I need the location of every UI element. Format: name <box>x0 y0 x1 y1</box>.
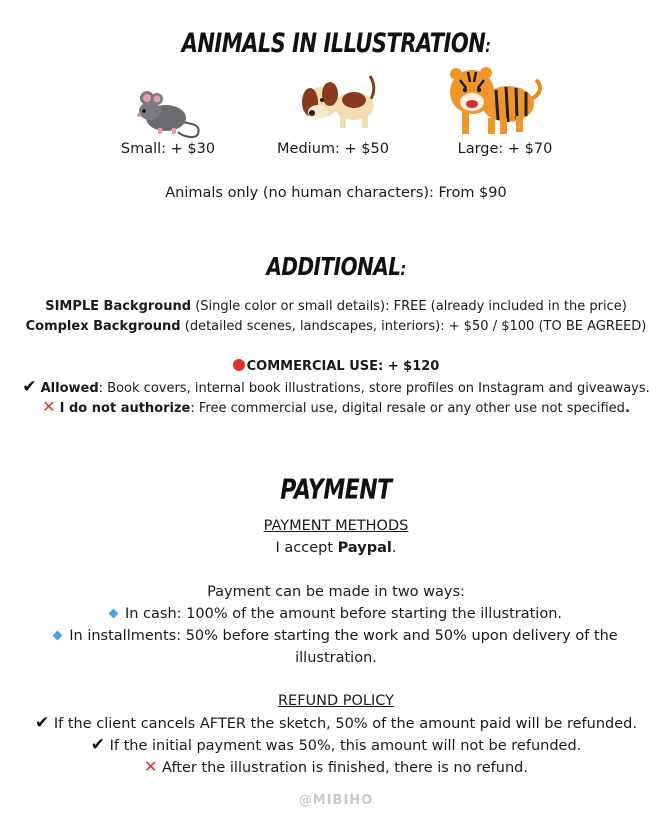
dog-illustration <box>300 70 380 132</box>
cash-line: In cash: 100% of the amount before starting the illustration. <box>0 604 672 624</box>
watermark: @MIBIHO <box>298 793 374 808</box>
medium-price: Medium: + $50 <box>277 141 389 157</box>
blue-diamond-icon <box>109 608 119 618</box>
commercial-use-line: COMMERCIAL USE: + $120 <box>0 357 672 377</box>
mouse-illustration <box>132 84 204 142</box>
payment-methods-heading: PAYMENT METHODS <box>263 518 409 534</box>
red-circle-icon <box>233 359 245 371</box>
refund-line-1: ✔ If the client cancels AFTER the sketch, 50% of the amount paid will be refunded. <box>35 713 637 733</box>
check-icon: ✔ <box>90 735 105 755</box>
installments-line-2: illustration. <box>295 650 377 666</box>
animals-title: ANIMALS IN ILLUSTRATION: <box>181 28 491 58</box>
refund-policy-heading: REFUND POLICY <box>277 693 395 709</box>
refund-line-3: ✕ After the illustration is finished, there is no refund. <box>144 757 528 776</box>
not-authorized-line: ✕ I do not authorize: Free commercial use, digital resale or any other use not specified. <box>42 397 630 416</box>
small-price: Small: + $30 <box>120 141 216 157</box>
blue-diamond-icon <box>53 630 63 640</box>
check-icon: ✔ <box>35 713 50 733</box>
additional-title: ADDITIONAL: <box>266 251 406 281</box>
installments-line: In installments: 50% before starting the work and 50% upon delivery of the <box>0 626 672 646</box>
accept-paypal-line: I accept Paypal. <box>275 540 397 556</box>
payment-title: PAYMENT <box>280 474 392 507</box>
two-ways-line: Payment can be made in two ways: <box>207 584 465 600</box>
cross-icon: ✕ <box>144 757 158 776</box>
refund-line-2: ✔ If the initial payment was 50%, this amount will not be refunded. <box>90 735 582 755</box>
check-icon: ✔ <box>22 377 37 397</box>
animals-only-price: Animals only (no human characters): From $90 <box>165 185 507 201</box>
large-price: Large: + $70 <box>457 141 553 157</box>
cross-icon: ✕ <box>42 397 56 416</box>
tiger-illustration <box>446 62 546 138</box>
complex-background-line: Complex Background (detailed scenes, landscapes, interiors): + $50 / $100 (TO BE AGREED) <box>25 319 647 334</box>
allowed-line: ✔ Allowed: Book covers, internal book illustrations, store profiles on Instagram and giveaways. <box>22 377 650 397</box>
simple-background-line: SIMPLE Background (Single color or small details): FREE (already included in the price) <box>45 299 627 314</box>
